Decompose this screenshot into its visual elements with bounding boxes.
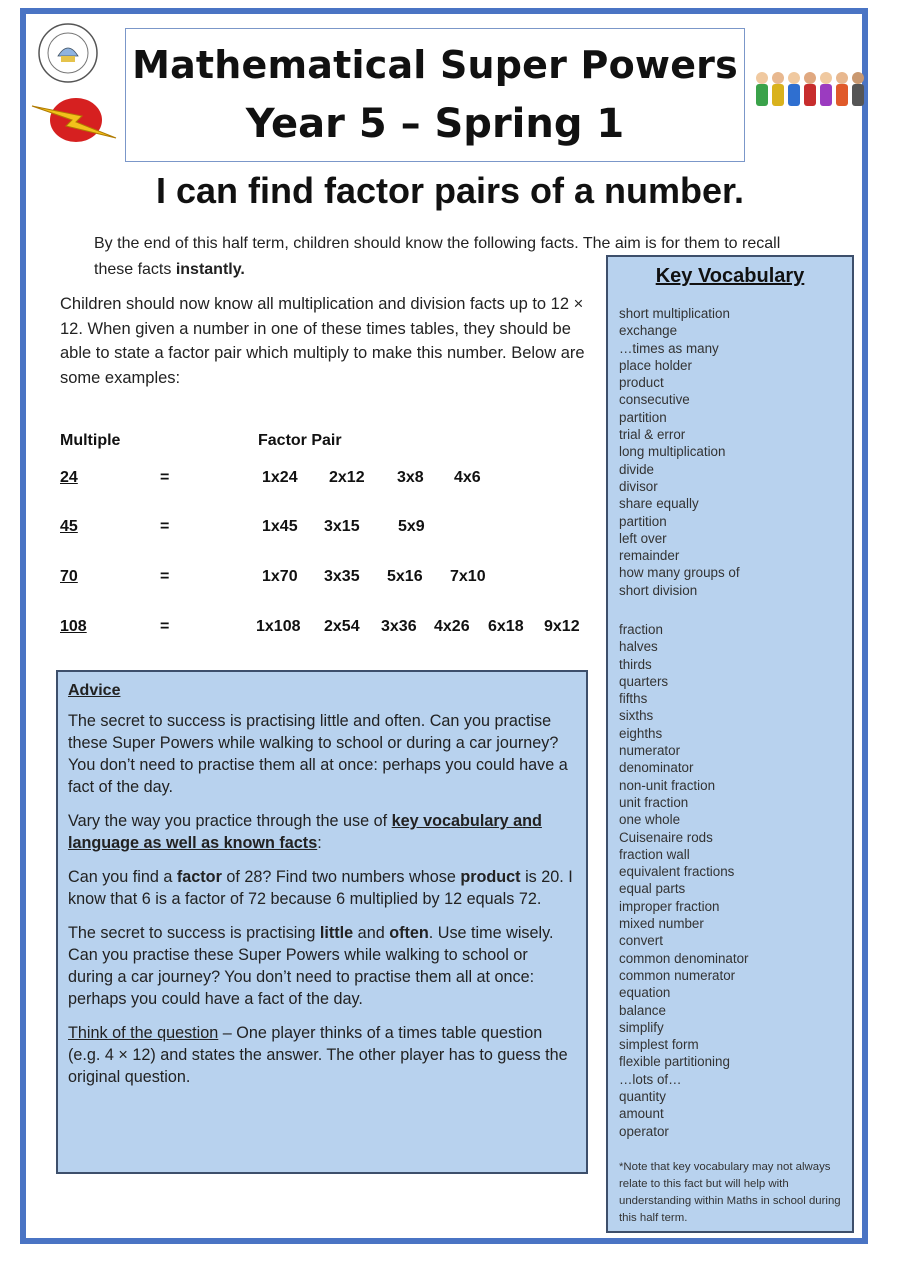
title-box — [125, 28, 745, 162]
multiple-value: 45 — [60, 518, 78, 535]
factor-pair: 2x12 — [329, 469, 365, 486]
multiple-value: 70 — [60, 568, 78, 585]
advice-text: and — [353, 924, 390, 942]
vocabulary-item: left over — [619, 530, 667, 546]
school-badge-icon — [37, 22, 99, 84]
vocabulary-item: short division — [619, 582, 698, 598]
vocabulary-item: product — [619, 375, 664, 391]
vocabulary-item: how many groups of — [619, 565, 740, 581]
vocabulary-item: …times as many — [619, 340, 719, 356]
vocabulary-item: equivalent fractions — [619, 864, 735, 880]
advice-paragraph — [68, 922, 576, 1010]
vocabulary-item: short multiplication — [619, 306, 730, 321]
vocabulary-item: fifths — [619, 691, 648, 707]
vocabulary-item: unit fraction — [619, 794, 689, 810]
advice-paragraph — [68, 810, 576, 854]
page-subtitle: Year 5 – Spring 1 — [245, 101, 625, 147]
advice-text: . Use time wisely. Can you practise these Super Powers while walking to school or during a car journey? You don’t need to practise them all at once: perhaps you could have a fact of the day. — [68, 924, 554, 1008]
vocabulary-item: consecutive — [619, 392, 690, 408]
vocabulary-item: fraction — [619, 622, 663, 637]
advice-text: : — [317, 834, 322, 852]
advice-paragraph — [68, 866, 576, 910]
vocabulary-item: quantity — [619, 1089, 666, 1105]
page-title: Mathematical Super Powers — [132, 43, 738, 87]
advice-text: – One player thinks of a times table question (e.g. 4 × 12) and states the answer. The other player has to guess the original question. — [68, 1024, 568, 1086]
factor-pair: 1x70 — [262, 568, 298, 585]
vocabulary-item: partition — [619, 513, 667, 529]
vocabulary-item: trial & error — [619, 427, 686, 443]
factor-pair: 1x108 — [256, 618, 301, 635]
facts-paragraph: Children should now know all multiplication and division facts up to 12 × 12. When given a number in one of these times tables, they should be able to state a factor pair which multiply to make this number. Below are some examples: — [60, 295, 585, 387]
advice-emphasis: key vocabulary and language as well as known facts — [68, 812, 542, 852]
vocabulary-item: share equally — [619, 496, 699, 512]
vocabulary-item: operator — [619, 1123, 669, 1139]
advice-text: The secret to success is practising — [68, 924, 320, 942]
vocabulary-item: thirds — [619, 656, 652, 672]
vocabulary-item: non-unit fraction — [619, 777, 716, 793]
vocabulary-item: flexible partitioning — [619, 1054, 730, 1070]
factor-pair: 3x36 — [381, 618, 417, 635]
vocabulary-item: convert — [619, 933, 663, 949]
equals-sign: = — [160, 568, 170, 585]
vocabulary-item: exchange — [619, 323, 678, 339]
vocabulary-item: eighths — [619, 725, 663, 741]
vocabulary-item: partition — [619, 409, 667, 425]
vocabulary-item: simplify — [619, 1019, 664, 1035]
vocabulary-item: amount — [619, 1106, 664, 1122]
vocabulary-item: fraction wall — [619, 846, 690, 862]
vocabulary-item: common numerator — [619, 967, 736, 983]
vocabulary-item: mixed number — [619, 916, 704, 932]
vocabulary-item: divisor — [619, 478, 658, 494]
key-vocabulary-title: Key Vocabulary — [655, 265, 805, 287]
advice-title: Advice — [68, 682, 121, 699]
vocabulary-list — [619, 621, 749, 1140]
multiple-value: 24 — [60, 469, 78, 486]
vocabulary-item: balance — [619, 1002, 666, 1018]
vocabulary-item: numerator — [619, 743, 681, 759]
column-header-multiple: Multiple — [60, 432, 121, 449]
multiple-value: 108 — [60, 618, 87, 635]
advice-panel — [56, 670, 588, 1174]
advice-paragraph — [68, 1022, 576, 1088]
advice-text: Can you find a — [68, 868, 177, 886]
vocabulary-item: equal parts — [619, 881, 686, 897]
intro-text-main: By the end of this half term, children should know the following facts. The aim is for them to recall these facts — [94, 235, 781, 278]
intro-text-bold: instantly. — [175, 261, 245, 278]
advice-paragraph: The secret to success is practising little and often. Can you practise these Super Powers while walking to school or during a car journey? You don’t need to practise them all at once: perhaps you could have a fact of the day. — [68, 712, 568, 796]
advice-emphasis: product — [460, 868, 521, 886]
vocabulary-item: place holder — [619, 357, 692, 373]
superheroes-icon — [752, 66, 866, 114]
factor-pair: 5x9 — [398, 518, 425, 535]
vocabulary-item: equation — [619, 985, 671, 1001]
lightning-bolt-icon — [30, 96, 118, 144]
advice-emphasis: often — [389, 924, 429, 942]
vocabulary-item: improper fraction — [619, 898, 720, 914]
vocabulary-list — [619, 305, 740, 599]
vocabulary-item: remainder — [619, 548, 680, 564]
advice-text: of 28? Find two numbers whose — [221, 868, 461, 886]
factor-pair: 1x24 — [262, 469, 298, 486]
factor-pair: 1x45 — [262, 518, 298, 535]
vocabulary-item: one whole — [619, 812, 681, 828]
advice-game-title: Think of the question — [68, 1024, 219, 1042]
learning-objective: I can find factor pairs of a number. — [155, 170, 745, 211]
factor-pair: 4x26 — [434, 618, 470, 635]
column-header-factor-pair: Factor Pair — [258, 432, 342, 449]
equals-sign: = — [160, 518, 170, 535]
vocabulary-item: divide — [619, 461, 654, 477]
vocabulary-item: Cuisenaire rods — [619, 829, 713, 845]
factor-pair: 3x8 — [397, 469, 424, 486]
vocabulary-item: sixths — [619, 708, 654, 724]
factor-pair: 3x15 — [324, 518, 360, 535]
factor-pair: 4x6 — [454, 469, 481, 486]
key-vocabulary-panel — [606, 255, 854, 1233]
advice-emphasis: factor — [176, 868, 222, 886]
vocabulary-note: *Note that key vocabulary may not always relate to this fact but will help with understanding within Maths in school during this half term. — [619, 1161, 841, 1224]
advice-emphasis: little — [319, 924, 354, 942]
vocabulary-item: …lots of… — [619, 1071, 682, 1087]
factor-pair: 7x10 — [450, 568, 486, 585]
vocabulary-item: simplest form — [619, 1037, 699, 1053]
vocabulary-item: denominator — [619, 760, 694, 776]
factor-pair: 6x18 — [488, 618, 524, 635]
factor-pair: 5x16 — [387, 568, 423, 585]
factor-pair: 9x12 — [544, 618, 580, 635]
advice-text: is 20. I know that 6 is a factor of 72 because 6 multiplied by 12 equals 72. — [68, 868, 573, 908]
equals-sign: = — [160, 618, 170, 635]
equals-sign: = — [160, 469, 170, 486]
vocabulary-item: halves — [619, 639, 658, 655]
factor-pair: 2x54 — [324, 618, 360, 635]
vocabulary-item: quarters — [619, 673, 669, 689]
factor-pair: 3x35 — [324, 568, 360, 585]
vocabulary-item: long multiplication — [619, 444, 726, 460]
advice-text: Vary the way you practice through the use of — [68, 812, 392, 830]
vocabulary-item: common denominator — [619, 950, 749, 966]
